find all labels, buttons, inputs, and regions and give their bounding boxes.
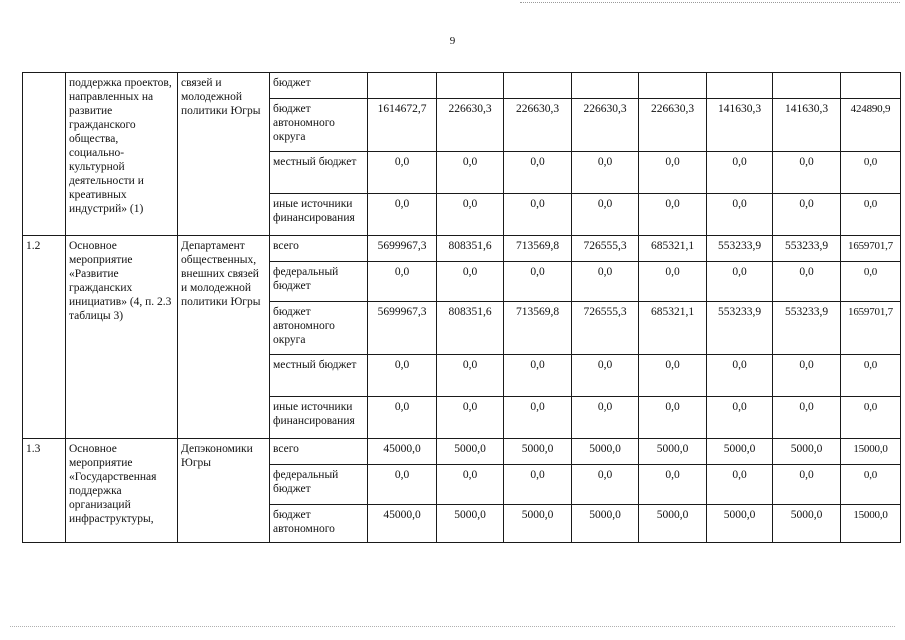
table-row <box>23 73 901 99</box>
amount-cell: 0,0 <box>773 397 841 439</box>
table-row <box>23 439 901 465</box>
amount-cell: 685321,1 <box>639 236 707 262</box>
amount-cell: 0,0 <box>841 152 901 194</box>
funding-source: бюджет <box>270 73 368 99</box>
activity-name: Основное мероприятие «Развитие гражданских инициатив» (4, п. 2.3 таблицы 3) <box>66 236 178 439</box>
amount-cell: 0,0 <box>639 194 707 236</box>
amount-cell: 0,0 <box>437 152 504 194</box>
amount-cell: 15000,0 <box>841 439 901 465</box>
amount-cell: 0,0 <box>504 194 572 236</box>
amount-cell: 226630,3 <box>504 99 572 152</box>
funding-source: иные источники финансирования <box>270 194 368 236</box>
funding-source: местный бюджет <box>270 152 368 194</box>
amount-cell: 5000,0 <box>437 439 504 465</box>
amount-cell: 553233,9 <box>773 236 841 262</box>
scan-artifact-top <box>520 2 900 3</box>
amount-cell: 5000,0 <box>572 439 639 465</box>
amount-cell: 0,0 <box>368 397 437 439</box>
amount-cell: 0,0 <box>437 397 504 439</box>
amount-cell: 0,0 <box>368 194 437 236</box>
budget-table <box>22 72 901 543</box>
item-number: 1.3 <box>23 439 66 543</box>
amount-cell: 45000,0 <box>368 439 437 465</box>
amount-cell: 0,0 <box>504 397 572 439</box>
amount-cell <box>639 73 707 99</box>
amount-cell: 0,0 <box>504 152 572 194</box>
amount-cell: 808351,6 <box>437 302 504 355</box>
amount-cell: 5000,0 <box>572 505 639 543</box>
amount-cell: 5000,0 <box>437 505 504 543</box>
amount-cell: 0,0 <box>572 355 639 397</box>
amount-cell: 0,0 <box>437 465 504 505</box>
amount-cell: 5000,0 <box>773 439 841 465</box>
amount-cell: 5000,0 <box>707 505 773 543</box>
table-body <box>23 73 901 543</box>
amount-cell: 713569,8 <box>504 302 572 355</box>
amount-cell: 553233,9 <box>707 302 773 355</box>
amount-cell: 0,0 <box>504 262 572 302</box>
amount-cell: 5000,0 <box>773 505 841 543</box>
scan-artifact-bottom <box>10 626 895 627</box>
amount-cell: 0,0 <box>707 194 773 236</box>
amount-cell: 0,0 <box>841 194 901 236</box>
funding-source: федеральный бюджет <box>270 262 368 302</box>
amount-cell: 0,0 <box>504 355 572 397</box>
amount-cell: 226630,3 <box>572 99 639 152</box>
amount-cell: 0,0 <box>572 262 639 302</box>
amount-cell: 0,0 <box>773 194 841 236</box>
amount-cell <box>437 73 504 99</box>
amount-cell: 0,0 <box>437 194 504 236</box>
amount-cell: 553233,9 <box>707 236 773 262</box>
amount-cell: 0,0 <box>572 465 639 505</box>
amount-cell: 0,0 <box>368 465 437 505</box>
amount-cell: 685321,1 <box>639 302 707 355</box>
item-number: 1.2 <box>23 236 66 439</box>
amount-cell: 0,0 <box>773 355 841 397</box>
amount-cell: 226630,3 <box>437 99 504 152</box>
executor: Департамент общественных, внешних связей и молодежной политики Югры <box>178 236 270 439</box>
funding-source: иные источники финансирования <box>270 397 368 439</box>
amount-cell: 0,0 <box>773 465 841 505</box>
executor: связей и молодежной политики Югры <box>178 73 270 236</box>
amount-cell: 141630,3 <box>707 99 773 152</box>
amount-cell: 726555,3 <box>572 302 639 355</box>
executor: Депэкономики Югры <box>178 439 270 543</box>
amount-cell: 1659701,7 <box>841 236 901 262</box>
amount-cell: 0,0 <box>639 152 707 194</box>
amount-cell: 141630,3 <box>773 99 841 152</box>
amount-cell: 0,0 <box>368 152 437 194</box>
amount-cell: 424890,9 <box>841 99 901 152</box>
amount-cell: 5000,0 <box>639 505 707 543</box>
amount-cell: 0,0 <box>841 262 901 302</box>
activity-name: Основное мероприятие «Государственная поддержка организаций инфраструктуры, <box>66 439 178 543</box>
amount-cell: 5699967,3 <box>368 302 437 355</box>
amount-cell: 0,0 <box>504 465 572 505</box>
amount-cell: 713569,8 <box>504 236 572 262</box>
amount-cell: 0,0 <box>572 397 639 439</box>
funding-source: бюджет автономного округа <box>270 99 368 152</box>
amount-cell: 808351,6 <box>437 236 504 262</box>
amount-cell: 0,0 <box>841 397 901 439</box>
amount-cell: 15000,0 <box>841 505 901 543</box>
amount-cell: 0,0 <box>437 262 504 302</box>
funding-source: бюджет автономного округа <box>270 302 368 355</box>
amount-cell: 0,0 <box>639 262 707 302</box>
amount-cell: 553233,9 <box>773 302 841 355</box>
amount-cell: 45000,0 <box>368 505 437 543</box>
amount-cell <box>368 73 437 99</box>
amount-cell: 0,0 <box>841 465 901 505</box>
amount-cell <box>841 73 901 99</box>
amount-cell: 0,0 <box>639 465 707 505</box>
amount-cell: 1659701,7 <box>841 302 901 355</box>
funding-source: федеральный бюджет <box>270 465 368 505</box>
amount-cell: 5000,0 <box>504 439 572 465</box>
funding-source: местный бюджет <box>270 355 368 397</box>
item-number <box>23 73 66 236</box>
amount-cell: 0,0 <box>368 355 437 397</box>
amount-cell: 0,0 <box>707 465 773 505</box>
funding-source: всего <box>270 439 368 465</box>
amount-cell: 0,0 <box>368 262 437 302</box>
amount-cell: 726555,3 <box>572 236 639 262</box>
amount-cell: 0,0 <box>572 152 639 194</box>
amount-cell: 0,0 <box>639 355 707 397</box>
amount-cell <box>707 73 773 99</box>
table-row <box>23 236 901 262</box>
amount-cell: 0,0 <box>707 152 773 194</box>
amount-cell: 5000,0 <box>707 439 773 465</box>
amount-cell: 226630,3 <box>639 99 707 152</box>
funding-source: бюджет автономного <box>270 505 368 543</box>
page-number: 9 <box>449 35 456 47</box>
amount-cell: 0,0 <box>707 262 773 302</box>
amount-cell: 0,0 <box>572 194 639 236</box>
amount-cell <box>572 73 639 99</box>
amount-cell: 0,0 <box>707 355 773 397</box>
funding-source: всего <box>270 236 368 262</box>
amount-cell <box>504 73 572 99</box>
amount-cell: 0,0 <box>841 355 901 397</box>
amount-cell: 5699967,3 <box>368 236 437 262</box>
amount-cell: 0,0 <box>437 355 504 397</box>
amount-cell: 0,0 <box>773 262 841 302</box>
amount-cell: 5000,0 <box>639 439 707 465</box>
amount-cell <box>773 73 841 99</box>
amount-cell: 1614672,7 <box>368 99 437 152</box>
amount-cell: 0,0 <box>639 397 707 439</box>
amount-cell: 0,0 <box>707 397 773 439</box>
activity-name: поддержка проектов, направленных на развитие гражданского общества, социально-культурной деятельности и креативных индустрий» (1) <box>66 73 178 236</box>
amount-cell: 0,0 <box>773 152 841 194</box>
amount-cell: 5000,0 <box>504 505 572 543</box>
